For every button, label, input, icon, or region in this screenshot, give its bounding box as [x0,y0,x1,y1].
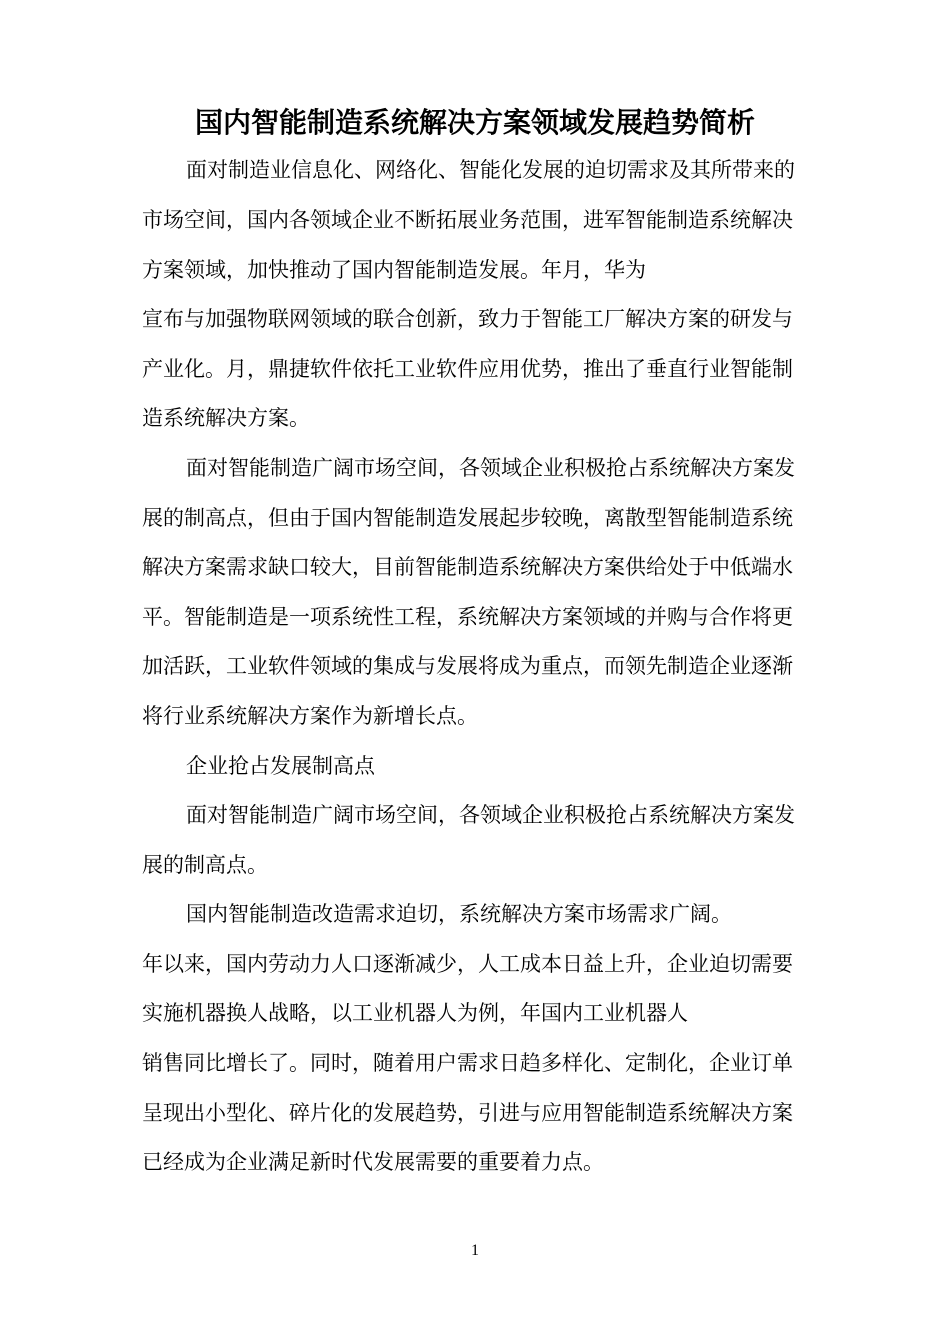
document-title: 国内智能制造系统解决方案领域发展趋势简析 [194,106,755,139]
text-line: 市场空间，国内各领域企业不断拓展业务范围，进军智能制造系统解决 [142,208,793,232]
text-line: 已经成为企业满足新时代发展需要的重要着力点。 [142,1150,604,1174]
text-line: 加活跃，工业软件领域的集成与发展将成为重点，而领先制造企业逐渐 [142,654,793,678]
text-line: 造系统解决方案。 [142,406,310,430]
text-line: 销售同比增长了。同时，随着用户需求日趋多样化、定制化，企业订单 [142,1051,793,1075]
text-line: 展的制高点。 [142,853,268,877]
page-number: 1 [471,1242,479,1259]
text-line: 实施机器换人战略，以工业机器人为例，年国内工业机器人 [142,1001,688,1025]
text-line: 产业化。月，鼎捷软件依托工业软件应用优势，推出了垂直行业智能制 [142,357,793,381]
text-line: 解决方案需求缺口较大，目前智能制造系统解决方案供给处于中低端水 [142,555,793,579]
text-line: 面对制造业信息化、网络化、智能化发展的迫切需求及其所带来的 [186,158,795,182]
text-line: 年以来，国内劳动力人口逐渐减少，人工成本日益上升，企业迫切需要 [142,952,793,976]
text-line: 国内智能制造改造需求迫切，系统解决方案市场需求广阔。 [186,902,732,926]
text-line: 平。智能制造是一项系统性工程，系统解决方案领域的并购与合作将更 [142,605,793,629]
text-line: 将行业系统解决方案作为新增长点。 [142,704,478,728]
text-line: 宣布与加强物联网领域的联合创新，致力于智能工厂解决方案的研发与 [142,307,793,331]
text-line: 方案领域，加快推动了国内智能制造发展。年月，华为 [142,258,646,282]
section-heading: 企业抢占发展制高点 [186,754,375,778]
text-line: 面对智能制造广阔市场空间，各领域企业积极抢占系统解决方案发 [186,456,795,480]
text-line: 展的制高点，但由于国内智能制造发展起步较晚，离散型智能制造系统 [142,506,793,530]
text-line: 呈现出小型化、碎片化的发展趋势，引进与应用智能制造系统解决方案 [142,1101,793,1125]
text-line: 面对智能制造广阔市场空间，各领域企业积极抢占系统解决方案发 [186,803,795,827]
